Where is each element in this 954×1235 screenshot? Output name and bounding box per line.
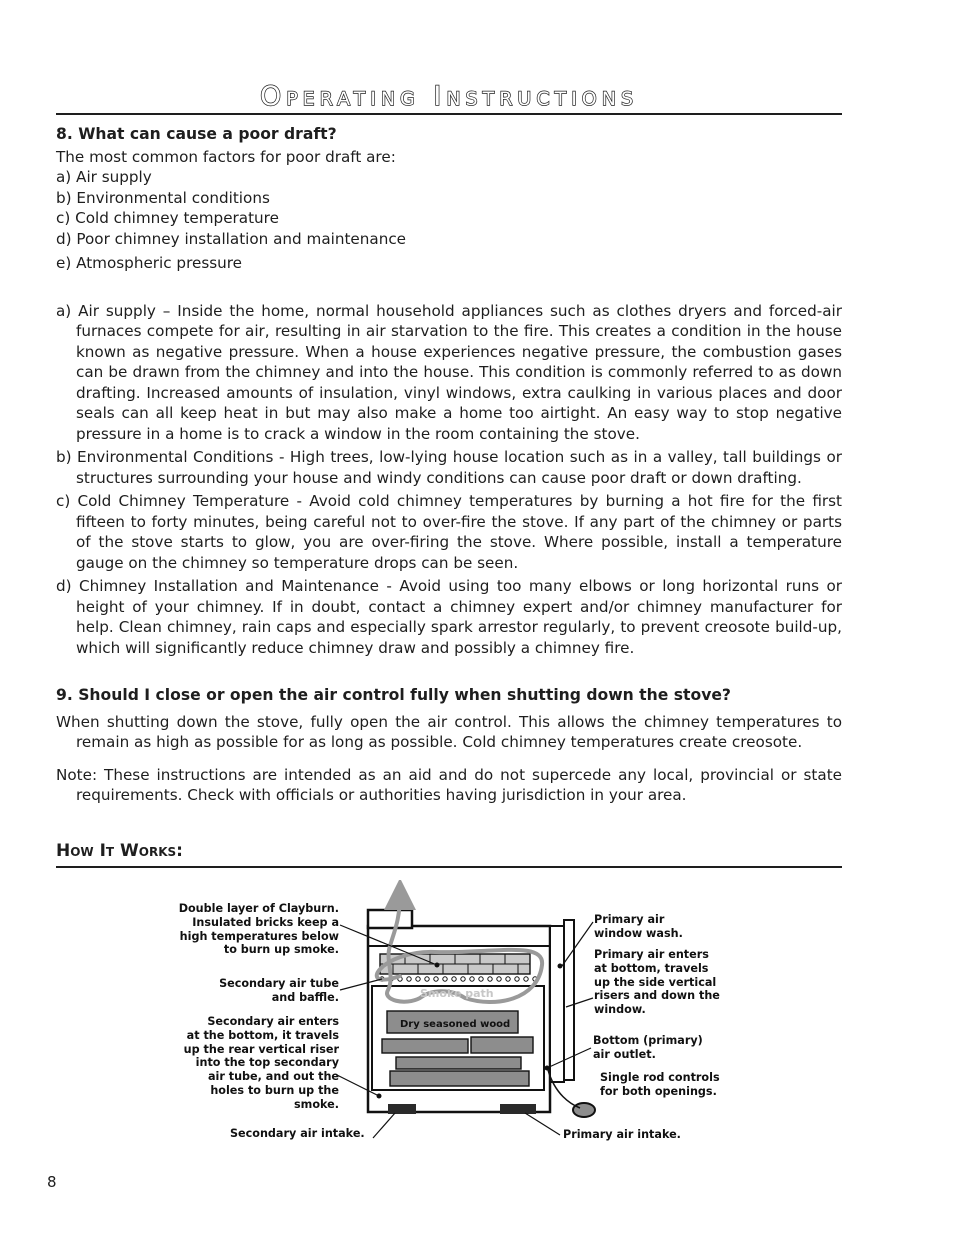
main-content	[56, 124, 842, 861]
label-bottom-outlet: Bottom (primary) air outlet.	[593, 1034, 703, 1061]
detail-environmental: b) Environmental Conditions - High trees, low-lying house location such as in a valley, tall buildings or structures surrounding your house and windy conditions can cause poor draft or down drafting.	[56, 448, 842, 487]
question-9-heading: 9. Should I close or open the air control fully when shutting down the stove?	[56, 686, 731, 704]
detail-chimney-installation: d) Chimney Installation and Maintenance - Avoid using too many elbows or long horizontal runs or height of your chimney. If in doubt, contact a chimney expert and/or chimney manufacturer for help. Clean chimney, rain caps and especially spark arrestor regularly, to prevent creosote build-up, which will significantly reduce chimney draw and possibly a chimney fire.	[56, 577, 842, 657]
label-primary-intake: Primary air intake.	[563, 1128, 681, 1141]
detail-cold-chimney: c) Cold Chimney Temperature - Avoid cold chimney temperatures by burning a hot fire for the first fifteen to forty minutes, being careful not to over-fire the stove. If any part of the chimney or parts of the stove starts to glow, you are over-firing the stove. Where possible, install a temperature gauge on the chimney so temperature drops can be seen.	[56, 492, 842, 572]
label-smoke-path: Smoke path	[420, 987, 494, 1000]
page-number: 8	[47, 1173, 57, 1191]
page-title: Operating Instructions	[259, 81, 639, 112]
label-secondary-tube: Secondary air tube and baffle.	[219, 977, 339, 1004]
note: Note: These instructions are intended as an aid and do not supercede any local, provincial or state requirements. Check with officials or authorities having jurisdiction in your area.	[56, 765, 842, 804]
label-secondary-intake: Secondary air intake.	[230, 1127, 365, 1140]
how-it-works-heading: How It Works:	[56, 840, 183, 861]
factor-item: c) Cold chimney temperature	[56, 209, 279, 227]
detail-air-supply: a) Air supply – Inside the home, normal household appliances such as clothes dryers and forced-air furnaces compete for air, resulting in air starvation to the fire. This creates a condition in the house known as negative pressure. When a house experiences negative pressure, the combustion gases can be drawn from the chimney and into the house. This condition is commonly referred to as down drafting. Increased amounts of insulation, vinyl windows, extra caulking in various places and door seals can all keep heat in but may also make a home too airtight. An easy way to stop negative pressure in a home is to crack a window in the room containing the stove.	[56, 301, 842, 443]
label-wood: Dry seasoned wood	[400, 1019, 511, 1030]
label-window-wash: Primary air window wash.	[594, 913, 683, 940]
factor-item: a) Air supply	[56, 168, 152, 186]
q9-answer: When shutting down the stove, fully open the air control. This allows the chimney temperatures to remain as high as possible for as long as possible. Cold chimney temperatures create creosote.	[56, 712, 842, 751]
label-secondary-enters: Secondary air enters at the bottom, it travels up the rear vertical riser into the top secondary air tube, and out the holes to burn up the smoke.	[183, 1015, 339, 1111]
section-rule	[56, 866, 842, 868]
title-rule	[56, 113, 842, 115]
q8-intro: The most common factors for poor draft are:	[56, 147, 396, 166]
factor-item: e) Atmospheric pressure	[56, 254, 243, 272]
factor-item: d) Poor chimney installation and maintenance	[56, 229, 407, 248]
stove-diagram	[150, 880, 750, 1155]
label-single-rod: Single rod controls for both openings.	[600, 1071, 720, 1098]
question-8-heading: 8. What can cause a poor draft?	[56, 125, 337, 143]
label-primary-enters: Primary air enters at bottom, travels up the side vertical risers and down the window.	[594, 948, 720, 1017]
label-clayburn: Double layer of Clayburn. Insulated bricks keep a high temperatures below to burn up smoke.	[178, 902, 339, 957]
factor-item: b) Environmental conditions	[56, 188, 270, 207]
